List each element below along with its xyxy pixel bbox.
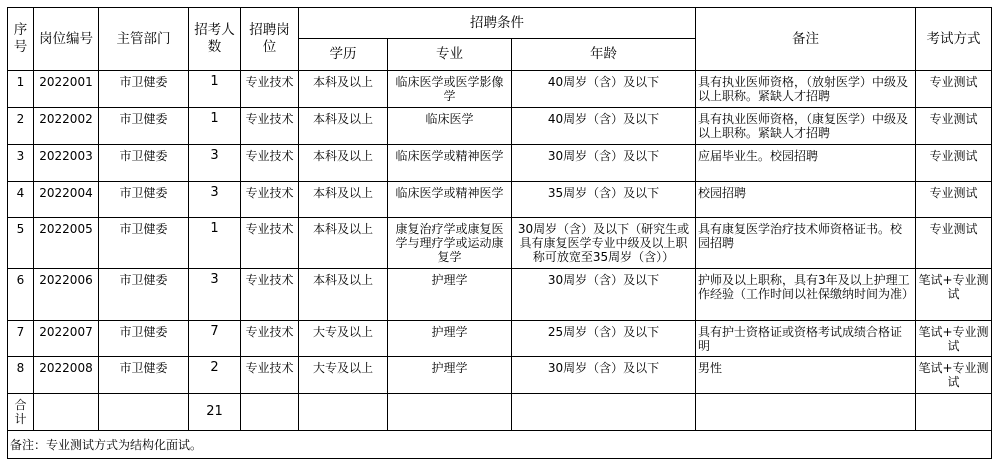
table-note: 备注：专业测试方式为结构化面试。 bbox=[8, 431, 992, 459]
cell-post: 专业技术 bbox=[241, 71, 299, 108]
empty-cell bbox=[696, 394, 916, 431]
empty-cell bbox=[388, 394, 512, 431]
total-label: 合计 bbox=[8, 394, 34, 431]
cell-post: 专业技术 bbox=[241, 218, 299, 269]
header-major: 专业 bbox=[388, 39, 512, 71]
cell-dept: 市卫健委 bbox=[99, 357, 189, 394]
cell-exam: 笔试+专业测试 bbox=[916, 357, 992, 394]
cell-code: 2022007 bbox=[34, 321, 99, 357]
header-age: 年龄 bbox=[512, 39, 696, 71]
header-dept: 主管部门 bbox=[99, 8, 189, 71]
cell-post: 专业技术 bbox=[241, 357, 299, 394]
cell-edu: 本科及以上 bbox=[299, 145, 388, 182]
cell-remark: 具有护士资格证或资格考试成绩合格证明 bbox=[696, 321, 916, 357]
cell-edu: 大专及以上 bbox=[299, 357, 388, 394]
note-row bbox=[8, 431, 992, 459]
cell-seq: 6 bbox=[8, 269, 34, 321]
empty-cell bbox=[34, 394, 99, 431]
cell-exam: 专业测试 bbox=[916, 145, 992, 182]
recruitment-table bbox=[7, 7, 992, 459]
cell-edu: 本科及以上 bbox=[299, 269, 388, 321]
table-row bbox=[8, 182, 992, 218]
cell-dept: 市卫健委 bbox=[99, 218, 189, 269]
cell-exam: 笔试+专业测试 bbox=[916, 321, 992, 357]
cell-exam: 专业测试 bbox=[916, 108, 992, 145]
cell-dept: 市卫健委 bbox=[99, 71, 189, 108]
cell-edu: 本科及以上 bbox=[299, 108, 388, 145]
cell-exam: 专业测试 bbox=[916, 218, 992, 269]
header-post-code: 岗位编号 bbox=[34, 8, 99, 71]
cell-age: 30周岁（含）及以下（研究生或具有康复医学专业中级及以上职称可放宽至35周岁（含）） bbox=[512, 218, 696, 269]
total-count: 21 bbox=[189, 394, 241, 431]
empty-cell bbox=[916, 394, 992, 431]
table-row bbox=[8, 108, 992, 145]
cell-seq: 1 bbox=[8, 71, 34, 108]
cell-major: 护理学 bbox=[388, 269, 512, 321]
header-remarks: 备注 bbox=[696, 8, 916, 71]
cell-seq: 5 bbox=[8, 218, 34, 269]
header-education: 学历 bbox=[299, 39, 388, 71]
header-seq: 序号 bbox=[8, 8, 34, 71]
cell-major: 临床医学 bbox=[388, 108, 512, 145]
cell-count: 3 bbox=[189, 145, 241, 182]
cell-dept: 市卫健委 bbox=[99, 269, 189, 321]
cell-major: 护理学 bbox=[388, 357, 512, 394]
cell-age: 30周岁（含）及以下 bbox=[512, 269, 696, 321]
cell-count: 1 bbox=[189, 71, 241, 108]
table-row bbox=[8, 71, 992, 108]
cell-edu: 本科及以上 bbox=[299, 182, 388, 218]
cell-remark: 护师及以上职称，具有3年及以上护理工作经验（工作时间以社保缴纳时间为准） bbox=[696, 269, 916, 321]
cell-post: 专业技术 bbox=[241, 321, 299, 357]
cell-post: 专业技术 bbox=[241, 108, 299, 145]
cell-age: 40周岁（含）及以下 bbox=[512, 71, 696, 108]
cell-age: 35周岁（含）及以下 bbox=[512, 182, 696, 218]
cell-major: 临床医学或精神医学 bbox=[388, 145, 512, 182]
empty-cell bbox=[241, 394, 299, 431]
cell-post: 专业技术 bbox=[241, 182, 299, 218]
cell-major: 临床医学或精神医学 bbox=[388, 182, 512, 218]
cell-edu: 本科及以上 bbox=[299, 71, 388, 108]
total-row bbox=[8, 394, 992, 431]
cell-dept: 市卫健委 bbox=[99, 145, 189, 182]
header-count: 招考人数 bbox=[189, 8, 241, 71]
cell-count: 2 bbox=[189, 357, 241, 394]
cell-age: 30周岁（含）及以下 bbox=[512, 357, 696, 394]
empty-cell bbox=[512, 394, 696, 431]
cell-code: 2022008 bbox=[34, 357, 99, 394]
cell-seq: 4 bbox=[8, 182, 34, 218]
cell-exam: 笔试+专业测试 bbox=[916, 269, 992, 321]
header-exam: 考试方式 bbox=[916, 8, 992, 71]
cell-post: 专业技术 bbox=[241, 145, 299, 182]
table-row bbox=[8, 321, 992, 357]
cell-remark: 具有康复医学治疗技术师资格证书。校园招聘 bbox=[696, 218, 916, 269]
header-post: 招聘岗位 bbox=[241, 8, 299, 71]
cell-major: 临床医学或医学影像学 bbox=[388, 71, 512, 108]
header-row-1 bbox=[8, 8, 992, 39]
cell-dept: 市卫健委 bbox=[99, 182, 189, 218]
table-row bbox=[8, 357, 992, 394]
cell-age: 25周岁（含）及以下 bbox=[512, 321, 696, 357]
cell-seq: 2 bbox=[8, 108, 34, 145]
cell-age: 30周岁（含）及以下 bbox=[512, 145, 696, 182]
cell-remark: 男性 bbox=[696, 357, 916, 394]
cell-seq: 3 bbox=[8, 145, 34, 182]
cell-code: 2022005 bbox=[34, 218, 99, 269]
cell-code: 2022002 bbox=[34, 108, 99, 145]
cell-age: 40周岁（含）及以下 bbox=[512, 108, 696, 145]
cell-code: 2022004 bbox=[34, 182, 99, 218]
cell-seq: 8 bbox=[8, 357, 34, 394]
cell-code: 2022001 bbox=[34, 71, 99, 108]
table-row bbox=[8, 218, 992, 269]
cell-code: 2022006 bbox=[34, 269, 99, 321]
cell-count: 1 bbox=[189, 218, 241, 269]
empty-cell bbox=[99, 394, 189, 431]
table-row bbox=[8, 145, 992, 182]
cell-major: 康复治疗学或康复医学与理疗学或运动康复学 bbox=[388, 218, 512, 269]
cell-major: 护理学 bbox=[388, 321, 512, 357]
cell-exam: 专业测试 bbox=[916, 182, 992, 218]
cell-count: 3 bbox=[189, 269, 241, 321]
cell-remark: 具有执业医师资格，（康复医学）中级及以上职称。紧缺人才招聘 bbox=[696, 108, 916, 145]
cell-exam: 专业测试 bbox=[916, 71, 992, 108]
cell-count: 1 bbox=[189, 108, 241, 145]
cell-edu: 本科及以上 bbox=[299, 218, 388, 269]
cell-code: 2022003 bbox=[34, 145, 99, 182]
cell-edu: 大专及以上 bbox=[299, 321, 388, 357]
table-row bbox=[8, 269, 992, 321]
header-conditions: 招聘条件 bbox=[299, 8, 696, 39]
cell-dept: 市卫健委 bbox=[99, 108, 189, 145]
cell-dept: 市卫健委 bbox=[99, 321, 189, 357]
cell-remark: 应届毕业生。校园招聘 bbox=[696, 145, 916, 182]
cell-seq: 7 bbox=[8, 321, 34, 357]
empty-cell bbox=[299, 394, 388, 431]
cell-count: 3 bbox=[189, 182, 241, 218]
cell-post: 专业技术 bbox=[241, 269, 299, 321]
cell-count: 7 bbox=[189, 321, 241, 357]
cell-remark: 校园招聘 bbox=[696, 182, 916, 218]
cell-remark: 具有执业医师资格，（放射医学）中级及以上职称。紧缺人才招聘 bbox=[696, 71, 916, 108]
